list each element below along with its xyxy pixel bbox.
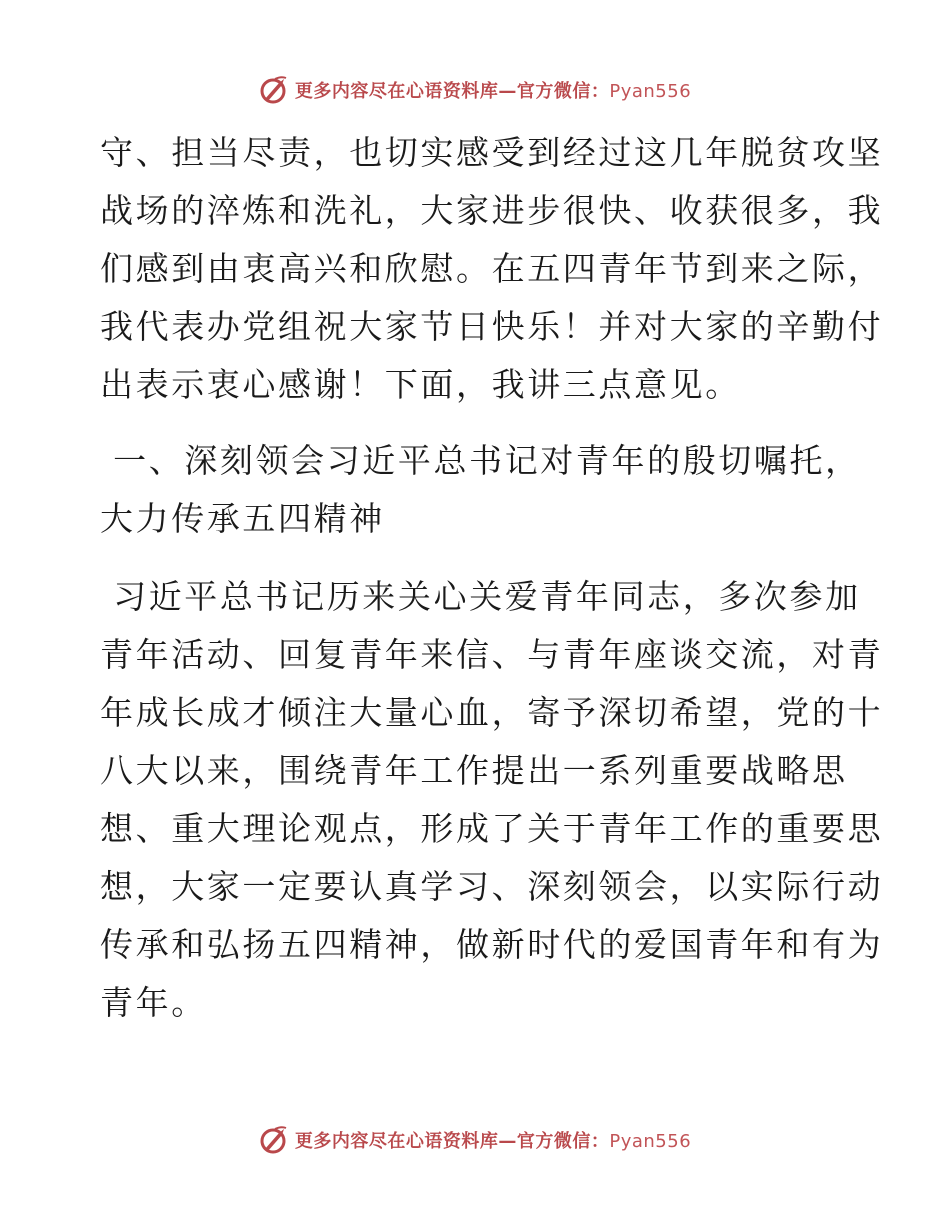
text-line: 守、担当尽责，也切实感受到经过这几年脱贫攻坚: [100, 133, 884, 172]
watermark-text: 更多内容尽在心语资料库—官方微信：Pyan556: [294, 1131, 692, 1152]
text-line: 战场的淬炼和洗礼，大家进步很快、收获很多，我: [100, 191, 884, 230]
text-line: 想、重大理论观点，形成了关于青年工作的重要思: [100, 809, 884, 848]
document-body: [100, 124, 884, 1032]
header-watermark: [0, 72, 950, 108]
text-line: 我代表办党组祝大家节日快乐！并对大家的辛勤付: [100, 307, 884, 346]
text-line: 传承和弘扬五四精神，做新时代的爱国青年和有为: [100, 925, 884, 964]
text-line: 出表示衷心感谢！下面，我讲三点意见。: [100, 365, 741, 404]
pen-circle-logo-icon: [259, 75, 289, 105]
heading-line: 一、深刻领会习近平总书记对青年的殷切嘱托，: [100, 441, 861, 480]
text-line: 们感到由衷高兴和欣慰。在五四青年节到来之际，: [100, 249, 884, 288]
section-heading-one: [100, 432, 860, 548]
watermark-text: 更多内容尽在心语资料库—官方微信：Pyan556: [294, 81, 692, 102]
text-line: 青年。: [100, 983, 207, 1022]
text-line: 年成长成才倾注大量心血，寄予深切希望，党的十: [100, 693, 884, 732]
text-line: 习近平总书记历来关心关爱青年同志，多次参加: [100, 577, 861, 616]
text-line: 青年活动、回复青年来信、与青年座谈交流，对青: [100, 635, 884, 674]
text-line: 想，大家一定要认真学习、深刻领会，以实际行动: [100, 867, 884, 906]
watermark-id: Pyan556: [609, 1131, 692, 1152]
heading-line: 大力传承五四精神: [100, 499, 385, 538]
watermark-id: Pyan556: [609, 81, 692, 102]
text-line: 八大以来，围绕青年工作提出一系列重要战略思: [100, 751, 848, 790]
footer-watermark: [0, 1122, 950, 1158]
paragraph-section-one: [100, 568, 884, 1032]
pen-circle-logo-icon: [259, 1125, 289, 1155]
paragraph-intro-continued: [100, 124, 884, 414]
